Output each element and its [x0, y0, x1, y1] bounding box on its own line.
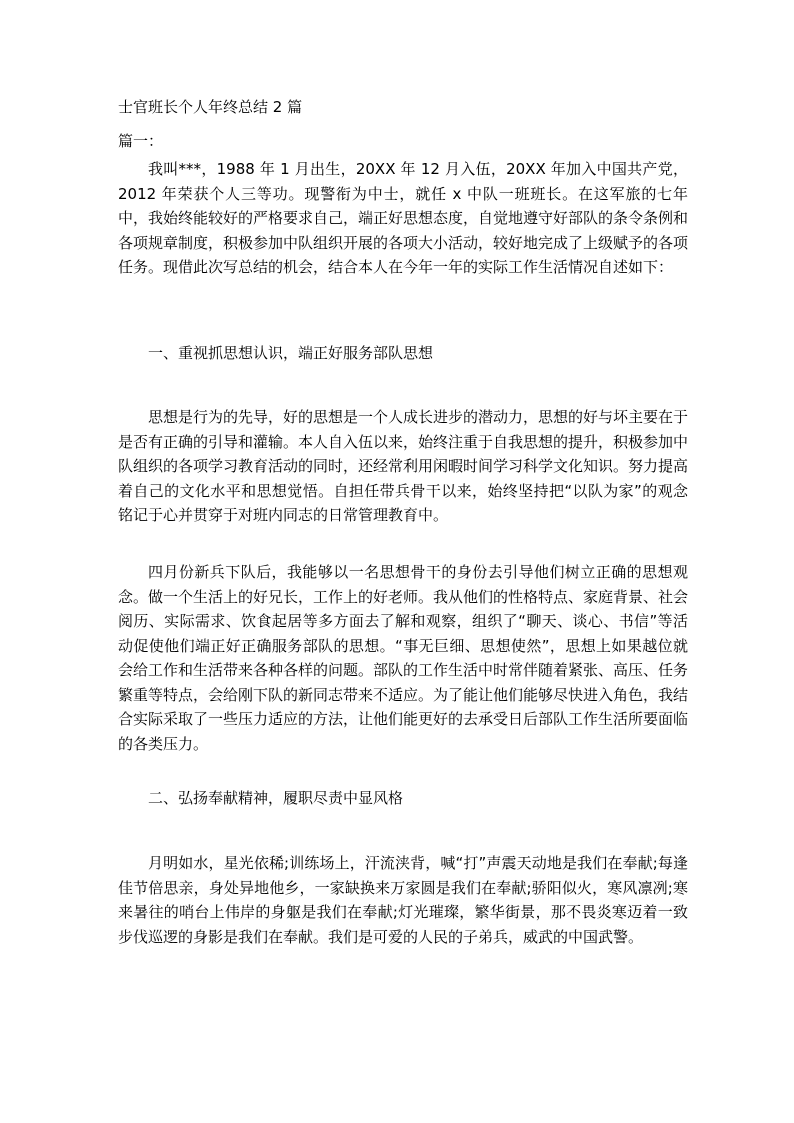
section-label: 篇一： [118, 132, 164, 150]
paragraph-intro: 我叫***，1988 年 1 月出生，20XX 年 12 月入伍，20XX 年加入中国共产党，2012 年荣获个人三等功。现警衔为中士，就任 x 中队一班班长。在这军旅的七年中，我始终能较好的严格要求自己，端正好思想态度，自觉地遵守好部队的条令条例和各项规章制度，积极参加中队组织开展的各项大小活动，较好地完成了上级赋予的各项任务。现借此次写总结的机会，结合本人在今年一年的实际工作生活情况自述如下： [118, 160, 689, 276]
section-heading-1: 一、重视抓思想认识，端正好服务部队思想 [148, 344, 434, 362]
paragraph-thought: 思想是行为的先导，好的思想是一个人成长进步的潜动力，思想的好与坏主要在于是否有正确的引导和灌输。本人自入伍以来，始终注重于自我思想的提升，积极参加中队组织的各项学习教育活动的同时，还经常利用闲暇时间学习科学文化知识。努力提高着自己的文化水平和思想觉悟。自担任带兵骨干以来，始终坚持把“以队为家”的观念铭记于心并贯穿于对班内同志的日常管理教育中。 [118, 408, 689, 524]
paragraph-new-recruits: 四月份新兵下队后，我能够以一名思想骨干的身份去引导他们树立正确的思想观念。做一个生活上的好兄长，工作上的好老师。我从他们的性格特点、家庭背景、社会阅历、实际需求、饮食起居等多方面去了解和观察，组织了“聊天、谈心、书信”等活动促使他们端正好正确服务部队的思想。“事无巨细、思想使然”，思想上如果越位就会给工作和生活带来各种各样的问题。部队的工作生活中时常伴随着紧张、高压、任务繁重等特点，会给刚下队的新同志带来不适应。为了能让他们能够尽快进入角色，我结合实际采取了一些压力适应的方法，让他们能更好的去承受日后部队工作生活所要面临的各类压力。 [118, 563, 689, 753]
paragraph-dedication: 月明如水，星光依稀;训练场上，汗流浃背，喊“打”声震天动地是我们在奉献;每逢佳节倍思亲，身处异地他乡，一家缺换来万家圆是我们在奉献;骄阳似火，寒风凛冽;寒来暑往的哨台上伟岸的身躯是我们在奉献;灯光璀璨，繁华街景，那不畏炎寒迈着一致步伐巡逻的身影是我们在奉献。我们是可爱的人民的子弟兵，威武的中国武警。 [118, 854, 688, 946]
document-title: 士官班长个人年终总结 2 篇 [118, 98, 303, 116]
section-heading-2: 二、弘扬奉献精神，履职尽责中显风格 [148, 789, 404, 807]
